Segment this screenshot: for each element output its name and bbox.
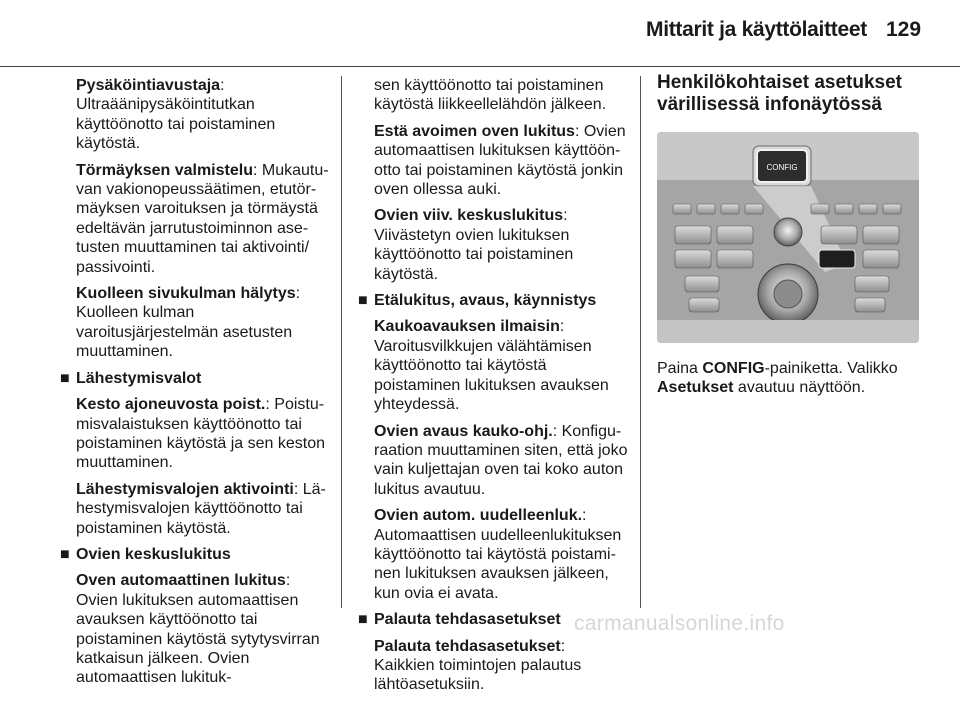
paragraph: Törmäyksen valmistelu: Mukautuvan vakionopeussäätimen, etutörmäyksen varoituksen ja törmäystä edeltävän jarrutustoiminnon asetusten muuttaminen tai aktivointi/ passivointi.	[76, 161, 329, 276]
control-panel-illustration	[657, 132, 919, 343]
figure-caption: Paina CONFIG-painiketta. Valikko Asetukset avautuu näyttöön.	[657, 360, 898, 397]
paragraph: Kesto ajoneuvosta poist.: Poistumisvalaistuksen käyttöönotto tai poistaminen käytöstä ja sen keston muuttaminen.	[76, 396, 326, 472]
paragraph: Pysäköintiavustaja: Ultraäänipysäköintitutkan käyttöönotto tai poistaminen käytöstä.	[76, 77, 276, 153]
paragraph: Kuolleen sivukulman hälytys: Kuolleen kulman varoitusjärjestelmän asetusten muuttaminen.	[76, 285, 301, 361]
section-title: Henkilökohtaiset asetukset värillisessä infonäytössä	[657, 72, 902, 115]
paragraph: Oven automaattinen lukitus: Ovien lukituksen automaattisen avauksen käyttöönotto tai poistaminen käytöstä sytytysvirran katkaisun jälkeen. Ovien automaattisen lukituk-	[76, 572, 320, 687]
column-divider	[341, 76, 342, 608]
bullet-heading: ■ Palauta tehdasasetukset	[358, 611, 561, 629]
header-title: Mittarit ja käyttölaitteet	[646, 18, 867, 41]
term: Palauta tehdasasetukset	[374, 637, 561, 655]
config-button	[757, 150, 807, 182]
bullet-heading: ■ Ovien keskuslukitus	[60, 545, 231, 563]
paragraph: Ovien viiv. keskuslukitus: Viivästetyn ovien lukituksen käyttöönotto tai poistaminen käytöstä.	[374, 207, 574, 283]
term: Kuolleen sivukulman hälytys	[76, 285, 296, 303]
column-1	[60, 76, 330, 695]
paragraph: Ovien autom. uudelleenluk.: Automaattisen uudelleenlukituksen käyttöönotto tai käytöstä poistaminen lukituksen avauksen jälkeen, kun ovia ei avata.	[374, 507, 622, 602]
column-2	[358, 76, 628, 702]
bullet-square-icon: ■	[60, 369, 70, 387]
column-3	[657, 72, 929, 405]
header-divider	[0, 66, 960, 67]
bullet-heading: ■ Etälukitus, avaus, käynnistys	[358, 292, 597, 310]
bullet-square-icon: ■	[358, 611, 368, 629]
control-panel-photo	[657, 132, 919, 343]
bullet-square-icon: ■	[60, 545, 70, 563]
term: Ovien autom. uudelleenluk.	[374, 507, 583, 525]
paragraph: Kaukoavauksen ilmaisin: Varoitusvilkkujen välähtämisen käyttöönotto tai käytöstä poistaminen lukituksen avauksen yhteydessä.	[374, 318, 609, 414]
term: CONFIG	[702, 360, 765, 377]
bullet-heading: ■ Lähestymisvalot	[60, 369, 202, 387]
page-number: 129	[886, 18, 922, 41]
watermark: carmanualsonline.info	[574, 612, 785, 635]
paragraph: Lähestymisvalojen aktivointi: Lähestymisvalojen käyttöönotto tai poistaminen käytöstä.	[76, 480, 326, 537]
term: Lähestymisvalojen aktivointi	[76, 480, 294, 498]
page-header	[0, 18, 960, 48]
bullet-square-icon: ■	[358, 292, 368, 310]
paragraph: sen käyttöönotto tai poistaminen käytöstä liikkeellelähdön jälkeen.	[374, 77, 607, 114]
term: Pysäköintiavustaja	[76, 77, 221, 94]
term: Kaukoavauksen ilmaisin	[374, 318, 560, 336]
paragraph: Ovien avaus kauko-ohj.: Konfiguraation muuttaminen siten, että joko vain kuljettajan oven tai koko auton lukitus avautuu.	[374, 422, 628, 498]
term: Ovien avaus kauko-ohj.	[374, 422, 553, 440]
term: Törmäyksen valmistelu	[76, 161, 253, 179]
paragraph: Estä avoimen oven lukitus: Ovien automaattisen lukituksen käyttöönotto tai poistaminen käytöstä jonkin oven ollessa auki.	[374, 122, 626, 199]
term: Asetukset	[657, 379, 734, 397]
column-divider	[640, 76, 641, 608]
term: Oven automaattinen lukitus	[76, 572, 286, 590]
config-button-label: CONFIG	[766, 163, 798, 172]
term: Ovien viiv. keskuslukitus	[374, 207, 564, 225]
paragraph: Palauta tehdasasetukset: Kaikkien toimintojen palautus lähtöasetuksiin.	[374, 637, 582, 694]
term: Estä avoimen oven lukitus	[374, 122, 575, 140]
term: Kesto ajoneuvosta poist.	[76, 396, 266, 414]
